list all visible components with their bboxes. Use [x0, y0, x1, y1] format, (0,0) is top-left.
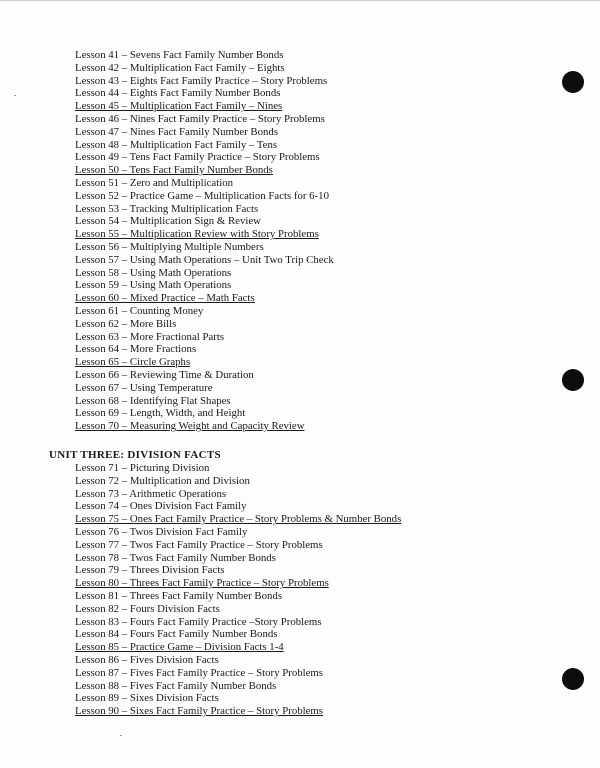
lesson-item [75, 356, 334, 369]
lesson-title: Lesson 75 – Ones Fact Family Practice – Story Problems & Number Bonds [75, 513, 402, 526]
lesson-title: Lesson 62 – More Bills [75, 317, 177, 330]
lesson-title: Lesson 57 – Using Math Operations – Unit Two Trip Check [75, 253, 334, 266]
lesson-item [75, 241, 334, 254]
lesson-title: Lesson 58 – Using Math Operations [75, 266, 232, 279]
lesson-title: Lesson 87 – Fives Fact Family Practice – Story Problems [75, 666, 324, 679]
lesson-title: Lesson 53 – Tracking Multiplication Facts [75, 202, 259, 215]
binder-hole-bottom [562, 668, 584, 690]
lesson-item [75, 577, 401, 590]
lesson-item [75, 488, 401, 501]
page-edge [0, 0, 600, 1]
lesson-title: Lesson 56 – Multiplying Multiple Numbers [75, 240, 264, 253]
lesson-title: Lesson 44 – Eights Fact Family Number Bonds [75, 87, 281, 100]
lesson-item [75, 190, 334, 203]
lesson-item [75, 641, 401, 654]
lesson-title: Lesson 89 – Sixes Division Facts [75, 692, 219, 705]
lesson-title: Lesson 74 – Ones Division Fact Family [75, 500, 247, 513]
lesson-title: Lesson 47 – Nines Fact Family Number Bonds [75, 125, 279, 138]
lesson-item [75, 628, 401, 641]
lesson-title: Lesson 71 – Picturing Division [75, 462, 210, 474]
lesson-title: Lesson 85 – Practice Game – Division Facts 1-4 [75, 641, 284, 654]
lesson-item [75, 62, 334, 75]
lesson-item [75, 126, 334, 139]
lesson-item [75, 49, 334, 62]
lesson-list-unit-three [75, 462, 401, 718]
lesson-title: Lesson 41 – Sevens Fact Family Number Bonds [75, 49, 284, 61]
lesson-item [75, 151, 334, 164]
scan-speck [14, 95, 16, 96]
lesson-item [75, 564, 401, 577]
lesson-item [75, 705, 401, 718]
lesson-title: Lesson 88 – Fives Fact Family Number Bonds [75, 679, 277, 692]
lesson-title: Lesson 43 – Eights Fact Family Practice – Story Problems [75, 74, 328, 87]
lesson-title: Lesson 60 – Mixed Practice – Math Facts [75, 292, 255, 305]
lesson-item [75, 462, 401, 475]
lesson-item [75, 203, 334, 216]
lesson-item [75, 513, 401, 526]
lesson-title: Lesson 64 – More Fractions [75, 343, 197, 356]
lesson-title: Lesson 45 – Multiplication Fact Family – Nines [75, 100, 283, 113]
lesson-title: Lesson 55 – Multiplication Review with Story Problems [75, 228, 319, 241]
lesson-title: Lesson 69 – Length, Width, and Height [75, 407, 246, 420]
lesson-item [75, 680, 401, 693]
lesson-item [75, 139, 334, 152]
lesson-item [75, 616, 401, 629]
lesson-title: Lesson 65 – Circle Graphs [75, 356, 191, 369]
lesson-item [75, 87, 334, 100]
lesson-item [75, 267, 334, 280]
lesson-title: Lesson 70 – Measuring Weight and Capacity Review [75, 420, 305, 433]
lesson-item [75, 177, 334, 190]
lesson-title: Lesson 68 – Identifying Flat Shapes [75, 394, 231, 407]
lesson-item [75, 500, 401, 513]
lesson-item [75, 395, 334, 408]
lesson-item [75, 539, 401, 552]
lesson-item [75, 343, 334, 356]
lesson-title: Lesson 63 – More Fractional Parts [75, 330, 225, 343]
lesson-item [75, 305, 334, 318]
lesson-title: Lesson 50 – Tens Fact Family Number Bonds [75, 164, 273, 177]
lesson-title: Lesson 49 – Tens Fact Family Practice – Story Problems [75, 151, 320, 164]
lesson-title: Lesson 84 – Fours Fact Family Number Bonds [75, 628, 278, 641]
lesson-title: Lesson 66 – Reviewing Time & Duration [75, 368, 254, 381]
lesson-title: Lesson 73 – Arithmetic Operations [75, 487, 227, 500]
lesson-item [75, 420, 334, 433]
lesson-item [75, 369, 334, 382]
lesson-title: Lesson 42 – Multiplication Fact Family – Eights [75, 61, 285, 74]
lesson-title: Lesson 81 – Threes Fact Family Number Bonds [75, 589, 283, 602]
binder-hole-middle [562, 369, 584, 391]
lesson-item [75, 667, 401, 680]
lesson-item [75, 331, 334, 344]
lesson-item [75, 552, 401, 565]
lesson-list-unit-two [75, 49, 334, 433]
lesson-item [75, 382, 334, 395]
unit-heading: UNIT THREE: DIVISION FACTS [49, 449, 221, 461]
lesson-item [75, 526, 401, 539]
lesson-item [75, 475, 401, 488]
lesson-title: Lesson 59 – Using Math Operations [75, 279, 232, 292]
lesson-title: Lesson 86 – Fives Division Facts [75, 653, 219, 666]
lesson-item [75, 100, 334, 113]
lesson-item [75, 164, 334, 177]
lesson-item [75, 318, 334, 331]
lesson-title: Lesson 76 – Twos Division Fact Family [75, 525, 248, 538]
lesson-item [75, 215, 334, 228]
lesson-title: Lesson 67 – Using Temperature [75, 381, 213, 394]
lesson-title: Lesson 52 – Practice Game – Multiplication Facts for 6-10 [75, 189, 329, 202]
lesson-title: Lesson 83 – Fours Fact Family Practice –Story Problems [75, 615, 322, 628]
lesson-item [75, 292, 334, 305]
lesson-title: Lesson 90 – Sixes Fact Family Practice – Story Problems [75, 705, 324, 718]
lesson-title: Lesson 54 – Multiplication Sign & Review [75, 215, 261, 228]
binder-hole-top [562, 71, 584, 93]
lesson-title: Lesson 78 – Twos Fact Family Number Bonds [75, 551, 276, 564]
lesson-item [75, 113, 334, 126]
lesson-title: Lesson 48 – Multiplication Fact Family – Tens [75, 138, 278, 151]
lesson-item [75, 75, 334, 88]
lesson-title: Lesson 51 – Zero and Multiplication [75, 176, 234, 189]
lesson-title: Lesson 79 – Threes Division Facts [75, 564, 225, 577]
lesson-item [75, 254, 334, 267]
lesson-item [75, 279, 334, 292]
lesson-title: Lesson 46 – Nines Fact Family Practice – Story Problems [75, 112, 325, 125]
lesson-title: Lesson 82 – Fours Division Facts [75, 602, 220, 615]
lesson-item [75, 228, 334, 241]
lesson-title: Lesson 72 – Multiplication and Division [75, 474, 250, 487]
scan-speck [120, 735, 122, 736]
lesson-item [75, 654, 401, 667]
lesson-item [75, 692, 401, 705]
lesson-item [75, 603, 401, 616]
lesson-item [75, 590, 401, 603]
lesson-title: Lesson 77 – Twos Fact Family Practice – Story Problems [75, 538, 323, 551]
lesson-item [75, 407, 334, 420]
lesson-title: Lesson 61 – Counting Money [75, 304, 204, 317]
lesson-title: Lesson 80 – Threes Fact Family Practice – Story Problems [75, 577, 329, 590]
